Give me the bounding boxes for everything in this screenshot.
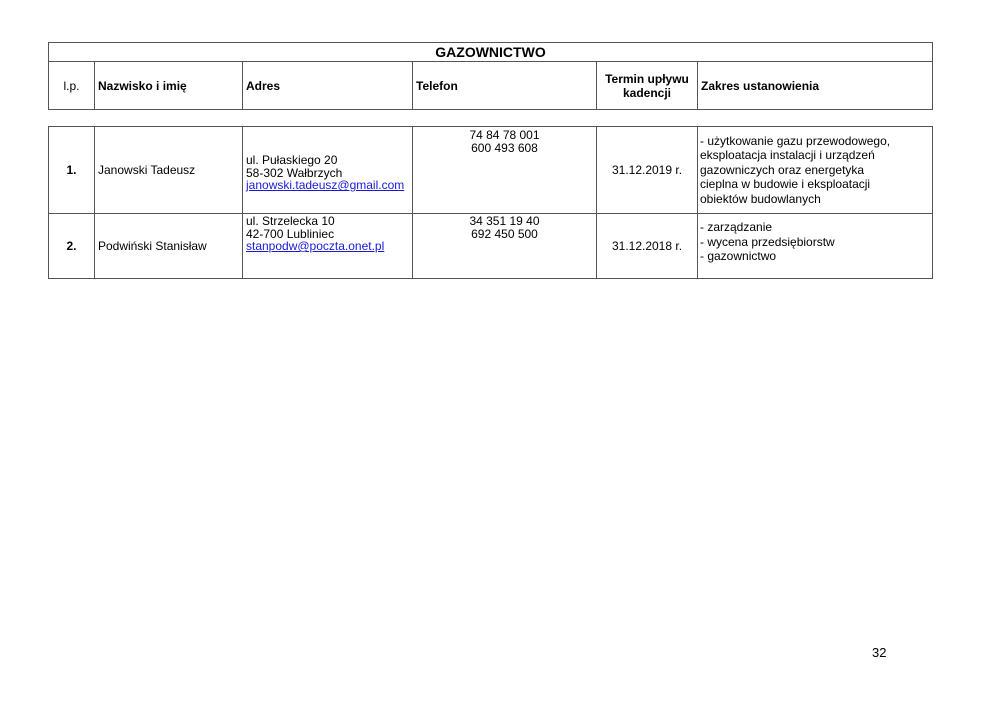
address-street: ul. Strzelecka 10 bbox=[246, 214, 335, 228]
row-phones bbox=[413, 214, 597, 279]
scope-line: eksploatacja instalacji i urządzeń bbox=[700, 148, 875, 163]
header-table bbox=[48, 42, 933, 110]
row-term: 31.12.2018 r. bbox=[597, 214, 698, 279]
header-term: Termin upływu kadencji bbox=[597, 62, 698, 110]
table-title: GAZOWNICTWO bbox=[49, 43, 933, 62]
row-term: 31.12.2019 r. bbox=[597, 127, 698, 214]
header-phone: Telefon bbox=[413, 62, 597, 110]
header-scope: Zakres ustanowienia bbox=[698, 62, 933, 110]
scope-line: - użytkowanie gazu przewodowego, bbox=[700, 133, 891, 148]
row-lp: 2. bbox=[49, 214, 95, 279]
scope-line: cieplna w budowie i eksploatacji bbox=[700, 177, 871, 192]
row-address bbox=[243, 127, 413, 214]
table-row bbox=[49, 214, 933, 279]
data-table bbox=[48, 126, 933, 279]
table-row bbox=[49, 127, 933, 214]
phone-number: 692 450 500 bbox=[471, 226, 538, 241]
phone-number: 34 351 19 40 bbox=[469, 214, 540, 228]
scope-line: - zarządzanie bbox=[700, 220, 773, 234]
row-address bbox=[243, 214, 413, 279]
row-phones bbox=[413, 127, 597, 214]
row-name: Janowski Tadeusz bbox=[95, 127, 243, 214]
header-lp: l.p. bbox=[49, 62, 95, 110]
email-link[interactable]: stanpodw@poczta.onet.pl bbox=[246, 239, 385, 253]
header-name: Nazwisko i imię bbox=[95, 62, 243, 110]
page-number: 32 bbox=[872, 645, 887, 660]
scope-line: obiektów budowlanych bbox=[700, 191, 821, 206]
scope-line: - gazownictwo bbox=[700, 249, 777, 263]
row-lp: 1. bbox=[49, 127, 95, 214]
phone-number: 74 84 78 001 bbox=[469, 128, 540, 142]
row-scope bbox=[698, 214, 933, 279]
scope-line: - wycena przedsiębiorstw bbox=[700, 234, 835, 249]
address-city: 58-302 Wałbrzych bbox=[246, 165, 343, 180]
scope-line: gazowniczych oraz energetyka bbox=[700, 162, 865, 177]
row-name: Podwiński Stanisław bbox=[95, 214, 243, 279]
address-city: 42-700 Lubliniec bbox=[246, 226, 335, 241]
phone-number: 600 493 608 bbox=[471, 140, 538, 155]
address-street: ul. Pułaskiego 20 bbox=[246, 153, 338, 168]
row-scope bbox=[698, 127, 933, 214]
header-address: Adres bbox=[243, 62, 413, 110]
email-link[interactable]: janowski.tadeusz@gmail.com bbox=[246, 178, 405, 193]
